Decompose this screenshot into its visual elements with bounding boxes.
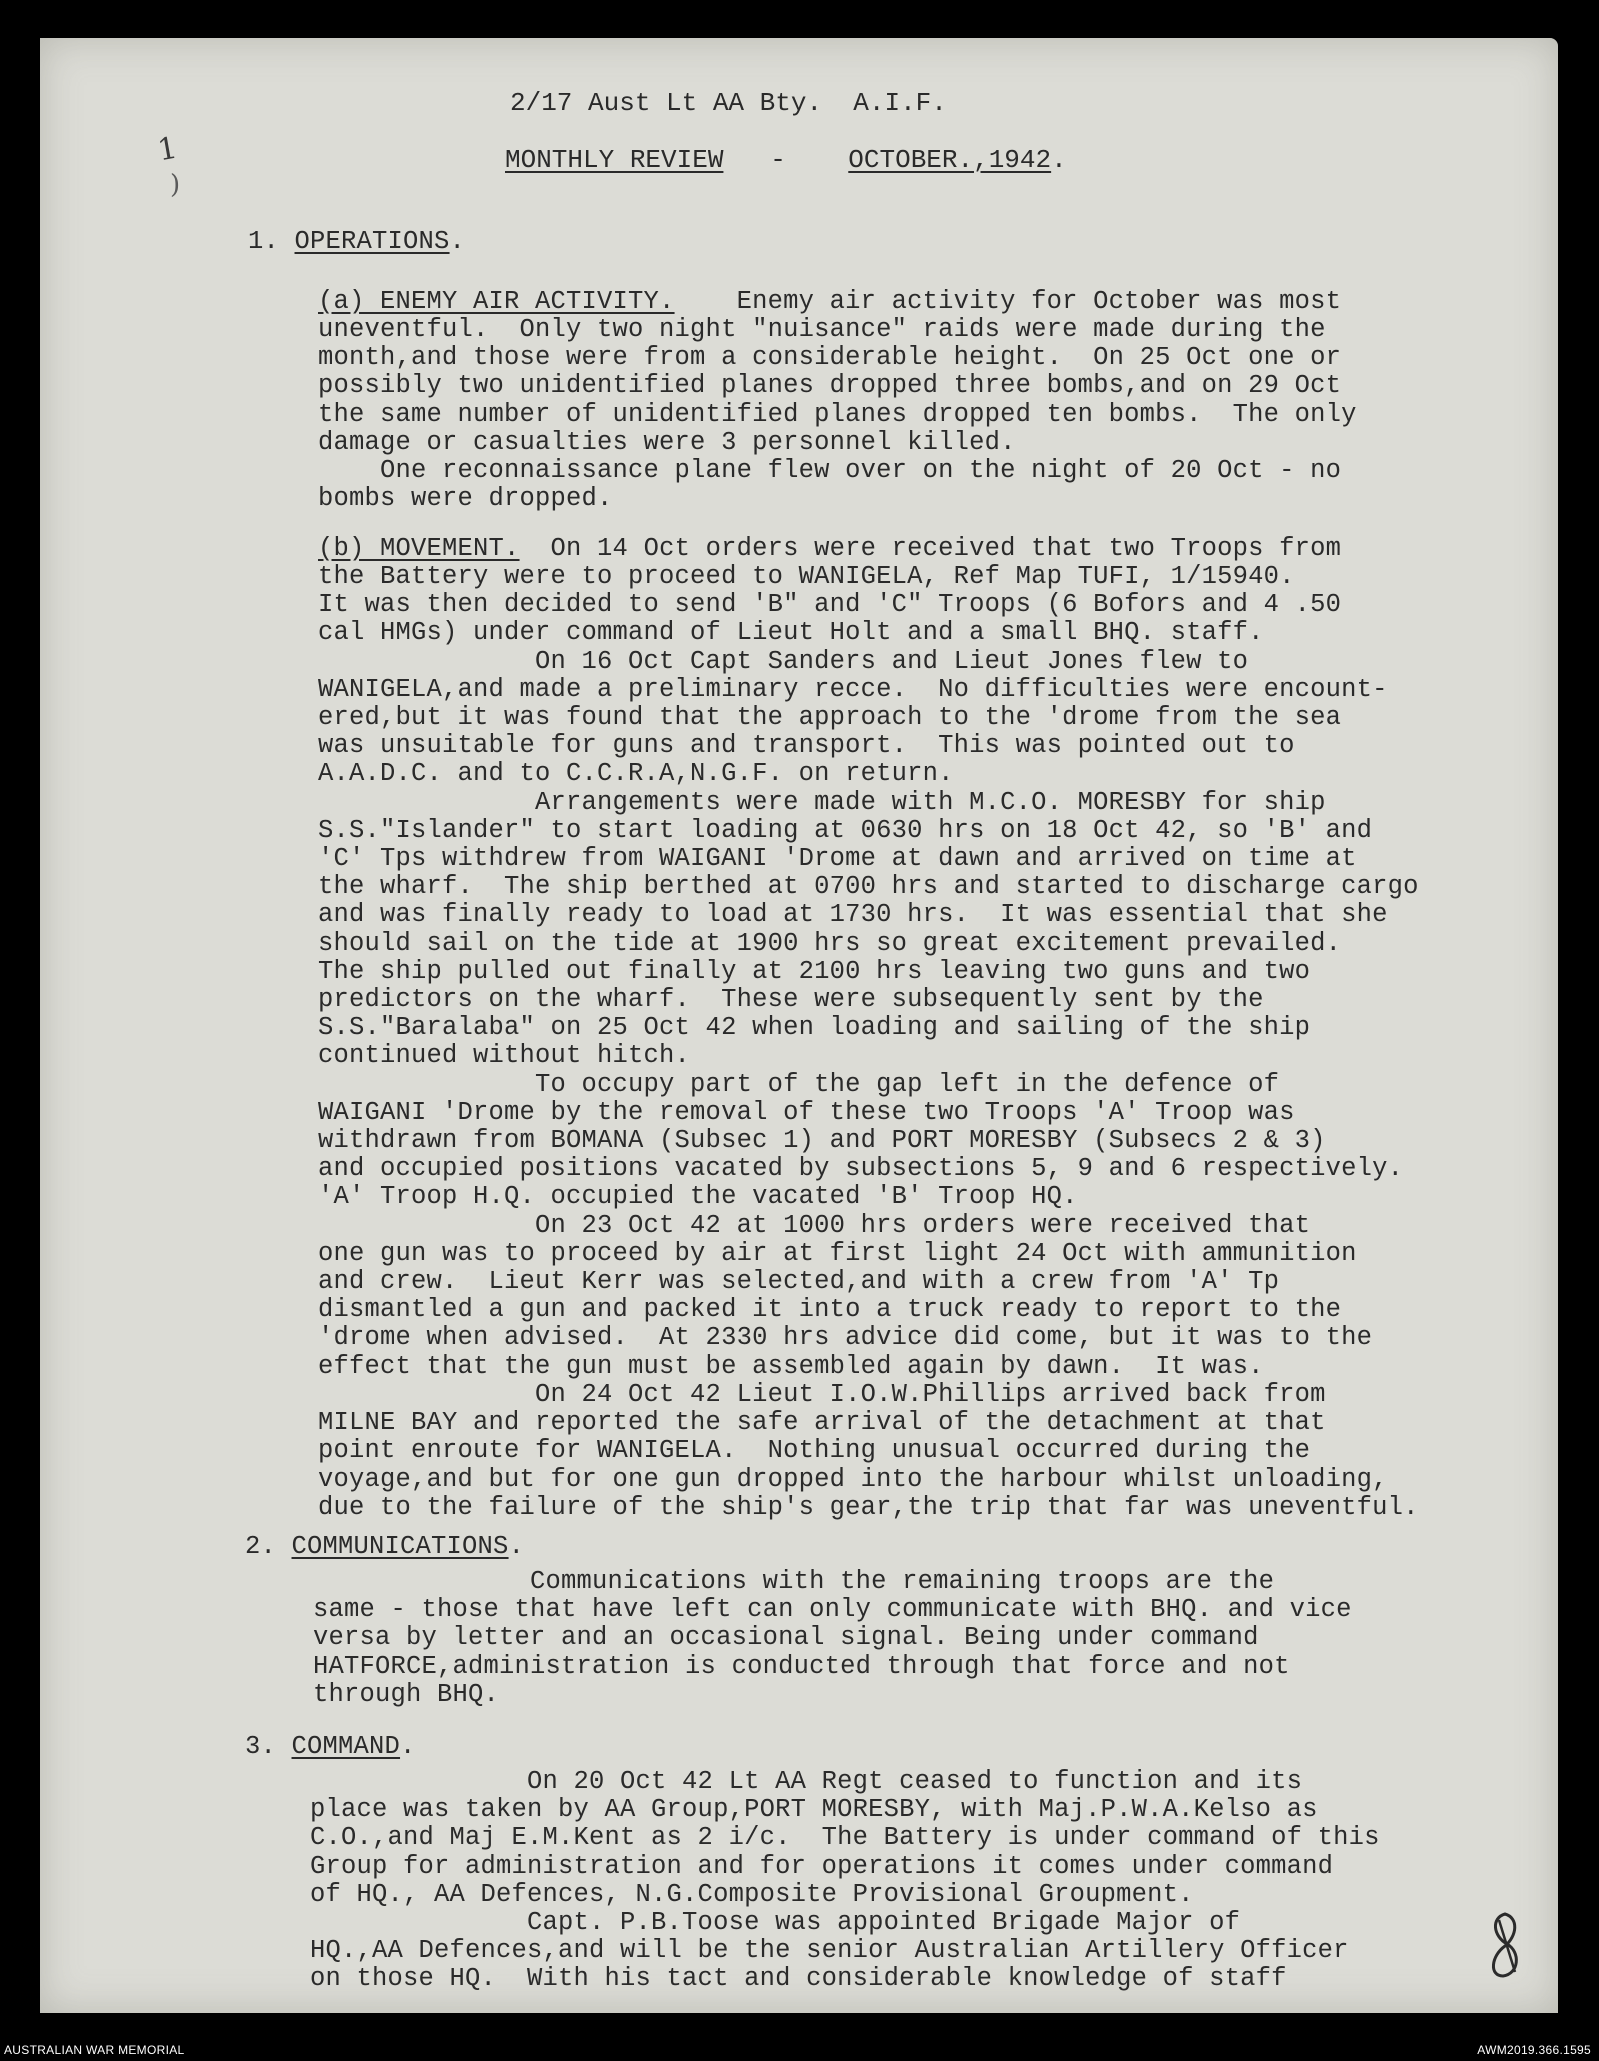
text-line: uneventful. Only two night "nuisance" raids were made during the xyxy=(318,315,1326,344)
margin-mark-paren: ) xyxy=(170,170,181,200)
para-movement xyxy=(318,535,1341,563)
text-line: 'A' Troop H.Q. occupied the vacated 'B' Troop HQ. xyxy=(318,1182,1078,1212)
footer-catalogue-number: AWM2019.366.1595 xyxy=(1477,2043,1591,2057)
text-line: HATFORCE,administration is conducted through that force and not xyxy=(313,1651,1290,1681)
text-line: A.A.D.C. and to C.C.R.A,N.G.F. on return. xyxy=(318,759,954,789)
text-line: On 20 Oct 42 Lt AA Regt ceased to function and its xyxy=(310,1767,1303,1796)
text-line: One reconnaissance plane flew over on the night of 20 Oct - no xyxy=(318,456,1342,486)
text-line: and was finally ready to load at 1730 hrs. It was essential that she xyxy=(318,900,1388,930)
review-dash: - xyxy=(770,145,786,175)
section-number: 2. xyxy=(245,1532,292,1561)
text-line: Arrangements were made with M.C.O. MORESBY for ship xyxy=(318,787,1326,817)
text-line: The ship pulled out finally at 2100 hrs leaving two guns and two xyxy=(318,956,1311,986)
section-heading-suffix: . xyxy=(508,1532,525,1561)
text-line: damage or casualties were 3 personnel killed. xyxy=(318,427,1016,457)
text-line: same - those that have left can only communicate with BHQ. and vice xyxy=(313,1595,1352,1625)
review-date: OCTOBER.,1942 xyxy=(848,145,1052,175)
text-line: On 23 Oct 42 at 1000 hrs orders were received that xyxy=(318,1210,1311,1240)
text-line: It was then decided to send 'B" and 'C" Troops (6 Bofors and 4 .50 xyxy=(318,590,1342,620)
text-line: WAIGANI 'Drome by the removal of these two Troops 'A' Troop was xyxy=(318,1097,1295,1127)
text-line: 'C' Tps withdrew from WAIGANI 'Drome at dawn and arrived on time at xyxy=(318,844,1357,874)
text-line: S.S."Baralaba" on 25 Oct 42 when loading and sailing of the ship xyxy=(318,1013,1311,1043)
section-heading-text: OPERATIONS xyxy=(294,227,450,256)
para-enemy-air-activity-body xyxy=(318,316,1357,513)
text-line: one gun was to proceed by air at first light 24 Oct with ammunition xyxy=(318,1238,1357,1268)
text-line: On 24 Oct 42 Lieut I.O.W.Phillips arrived back from xyxy=(318,1379,1326,1409)
text-line: C.O.,and Maj E.M.Kent as 2 i/c. The Battery is under command of this xyxy=(310,1823,1380,1853)
review-title-line xyxy=(505,145,1067,175)
text-line: S.S."Islander" to start loading at 0630 hrs on 18 Oct 42, so 'B' and xyxy=(318,815,1373,845)
text-line: predictors on the wharf. These were subsequently sent by the xyxy=(318,985,1264,1015)
review-title: MONTHLY REVIEW xyxy=(505,145,724,175)
text-line: should sail on the tide at 1900 hrs so great excitement prevailed. xyxy=(318,928,1342,958)
text-line: cal HMGs) under command of Lieut Holt and a small BHQ. staff. xyxy=(318,618,1264,648)
margin-mark-one: 1 xyxy=(155,130,180,169)
text-line: the wharf. The ship berthed at 0700 hrs and started to discharge cargo xyxy=(318,872,1419,902)
text-line: and crew. Lieut Kerr was selected,and with a crew from 'A' Tp xyxy=(318,1267,1280,1297)
text-line: of HQ., AA Defences, N.G.Composite Provisional Groupment. xyxy=(310,1879,1194,1909)
section-heading-text: COMMAND xyxy=(291,1732,401,1761)
section-heading-operations xyxy=(248,228,465,256)
text-line: point enroute for WANIGELA. Nothing unusual occurred during the xyxy=(318,1436,1311,1466)
section-heading-text: COMMUNICATIONS xyxy=(291,1532,509,1561)
text-line: withdrawn from BOMANA (Subsec 1) and PORT MORESBY (Subsecs 2 & 3) xyxy=(318,1126,1326,1156)
text-line: possibly two unidentified planes dropped three bombs,and on 29 Oct xyxy=(318,371,1342,401)
text-line: Group for administration and for operations it comes under command xyxy=(310,1851,1334,1881)
section-heading-suffix: . xyxy=(449,227,466,256)
text-line: MILNE BAY and reported the safe arrival of the detachment at that xyxy=(318,1408,1326,1438)
text-line: Capt. P.B.Toose was appointed Brigade Major of xyxy=(310,1908,1241,1938)
text-line: dismantled a gun and packed it into a truck ready to report to the xyxy=(318,1295,1342,1325)
unit-title: 2/17 Aust Lt AA Bty. A.I.F. xyxy=(510,88,947,118)
text-line: the Battery were to proceed to WANIGELA, Ref Map TUFI, 1/15940. xyxy=(318,562,1295,591)
text-line: Communications with the remaining troops are the xyxy=(313,1567,1275,1596)
para-movement-body xyxy=(318,563,1419,1522)
section-number: 1. xyxy=(248,227,295,256)
subheading-enemy-air-activity: (a) ENEMY AIR ACTIVITY. xyxy=(318,287,675,316)
section-number: 3. xyxy=(245,1732,292,1761)
text-line: Enemy air activity for October was most xyxy=(674,287,1342,316)
text-line: was unsuitable for guns and transport. This was pointed out to xyxy=(318,731,1295,761)
para-enemy-air-activity xyxy=(318,288,1341,316)
text-line: WANIGELA,and made a preliminary recce. No difficulties were encount- xyxy=(318,674,1388,704)
footer-archive-name: AUSTRALIAN WAR MEMORIAL xyxy=(4,2043,185,2057)
review-period: . xyxy=(1051,145,1067,175)
text-line: To occupy part of the gap left in the defence of xyxy=(318,1069,1280,1099)
text-line: bombs were dropped. xyxy=(318,484,613,514)
section-heading-suffix: . xyxy=(400,1732,416,1761)
text-line: versa by letter and an occasional signal. Being under command xyxy=(313,1623,1259,1653)
section-heading-command xyxy=(245,1733,416,1761)
text-line: place was taken by AA Group,PORT MORESBY, with Maj.P.W.A.Kelso as xyxy=(310,1795,1318,1825)
text-line: effect that the gun must be assembled again by dawn. It was. xyxy=(318,1351,1264,1381)
text-line: due to the failure of the ship's gear,the trip that far was uneventful. xyxy=(318,1492,1419,1522)
text-line: HQ.,AA Defences,and will be the senior Australian Artillery Officer xyxy=(310,1936,1349,1966)
text-line: month,and those were from a considerable height. On 25 Oct one or xyxy=(318,343,1342,373)
text-line: ered,but it was found that the approach to the 'drome from the sea xyxy=(318,703,1342,733)
text-line: On 14 Oct orders were received that two Troops from xyxy=(519,534,1342,563)
text-line: the same number of unidentified planes dropped ten bombs. The only xyxy=(318,399,1357,429)
text-line: On 16 Oct Capt Sanders and Lieut Jones flew to xyxy=(318,646,1249,676)
text-line: on those HQ. With his tact and considerable knowledge of staff xyxy=(310,1964,1287,1994)
text-line: and occupied positions vacated by subsections 5, 9 and 6 respectively. xyxy=(318,1154,1404,1184)
text-line: voyage,and but for one gun dropped into the harbour whilst unloading, xyxy=(318,1464,1388,1494)
text-line: through BHQ. xyxy=(313,1679,500,1709)
para-command-body xyxy=(310,1768,1380,1994)
subheading-movement: (b) MOVEMENT. xyxy=(318,534,520,563)
para-communications-body xyxy=(313,1568,1352,1709)
handwritten-mark-icon xyxy=(1485,1910,1525,1982)
text-line: continued without hitch. xyxy=(318,1041,691,1071)
section-heading-communications xyxy=(245,1533,524,1561)
text-line: 'drome when advised. At 2330 hrs advice did come, but it was to the xyxy=(318,1323,1373,1353)
